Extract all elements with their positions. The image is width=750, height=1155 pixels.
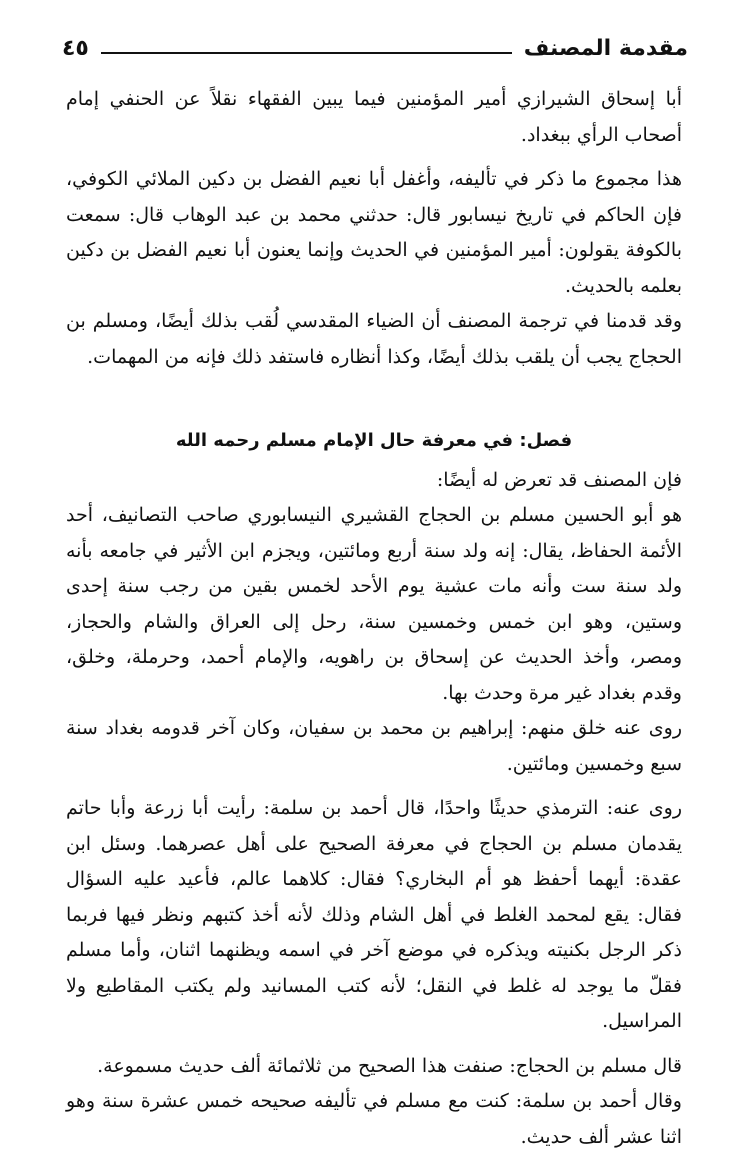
page-body (66, 82, 682, 1155)
paragraph: روى عنه خلق منهم: إبراهيم بن محمد بن سفيان، وكان آخر قدومه بغداد سنة سبع وخمسين ومائتين. (66, 717, 682, 775)
paragraph: روى عنه: الترمذي حديثًا واحدًا، قال أحمد بن سلمة: رأيت أبا زرعة وأبا حاتم يقدمان مسلم بن الحجاج في معرفة الصحيح على أهل عصرهما. وسئل ابن عقدة: أيهما أحفظ هو أم البخاري؟ فقال: كلاهما عالم، فأعيد عليه السؤال فقال: يقع لمحمد الغلط في أهل الشام وذلك لأنه أخذ كتبهم ونظر فيها فربما ذكر الرجل بكنيته ويذكره في موضع آخر في اسمه ويظنهما اثنان، وأما مسلم فقلّ ما يوجد له غلط في النقل؛ لأنه كتب المسانيد ولم يكتب المقاطيع ولا المراسيل. (66, 797, 682, 1032)
paragraph: وقد قدمنا في ترجمة المصنف أن الضياء المقدسي لُقب بذلك أيضًا، ومسلم بن الحجاج يجب أن يلقب بذلك أيضًا، وكذا أنظاره فاستفد ذلك فإنه من المهمات. (66, 310, 682, 368)
section-heading: فصل: في معرفة حال الإمام مسلم رحمه الله (175, 430, 573, 451)
paragraph: أبا إسحاق الشيرازي أمير المؤمنين فيما يبين الفقهاء نقلاً عن الحنفي إمام أصحاب الرأي ببغداد. (66, 88, 682, 146)
paragraph: هذا مجموع ما ذكر في تأليفه، وأغفل أبا نعيم الفضل بن دكين الملائي الكوفي، فإن الحاكم في تاريخ نيسابور قال: حدثني محمد بن عبد الوهاب قال: سمعت بالكوفة يقولون: أمير المؤمنين في الحديث وإنما يعنون أبا نعيم الفضل بن دكين بعلمه بالحديث. (66, 168, 682, 297)
header-title: مقدمة المصنف (523, 35, 688, 61)
paragraph: وقال أحمد بن سلمة: كنت مع مسلم في تأليفه صحيحه خمس عشرة سنة وهو اثنا عشر ألف حديث. (66, 1090, 682, 1148)
running-header (62, 28, 688, 68)
header-rule (101, 52, 512, 54)
paragraph: هو أبو الحسين مسلم بن الحجاج القشيري النيسابوري صاحب التصانيف، أحد الأئمة الحفاظ، يقال: إنه ولد سنة أربع ومائتين، ويجزم ابن الأثير في جامعه بأنه ولد سنة ست وأنه مات عشية يوم الأحد لخمس بقين من رجب سنة إحدى وستين، وهو ابن خمس وخمسين سنة، رحل إلى العراق والشام والحجاز، ومصر، وأخذ الحديث عن إسحاق بن راهويه، والإمام أحمد، وحرملة، وخلق، وقدم بغداد غير مرة وحدث بها. (66, 504, 682, 704)
paragraph: فإن المصنف قد تعرض له أيضًا: (436, 468, 682, 491)
paragraph: قال مسلم بن الحجاج: صنفت هذا الصحيح من ثلاثمائة ألف حديث مسموعة. (97, 1054, 682, 1077)
page-number: ٤٥ (62, 35, 89, 61)
